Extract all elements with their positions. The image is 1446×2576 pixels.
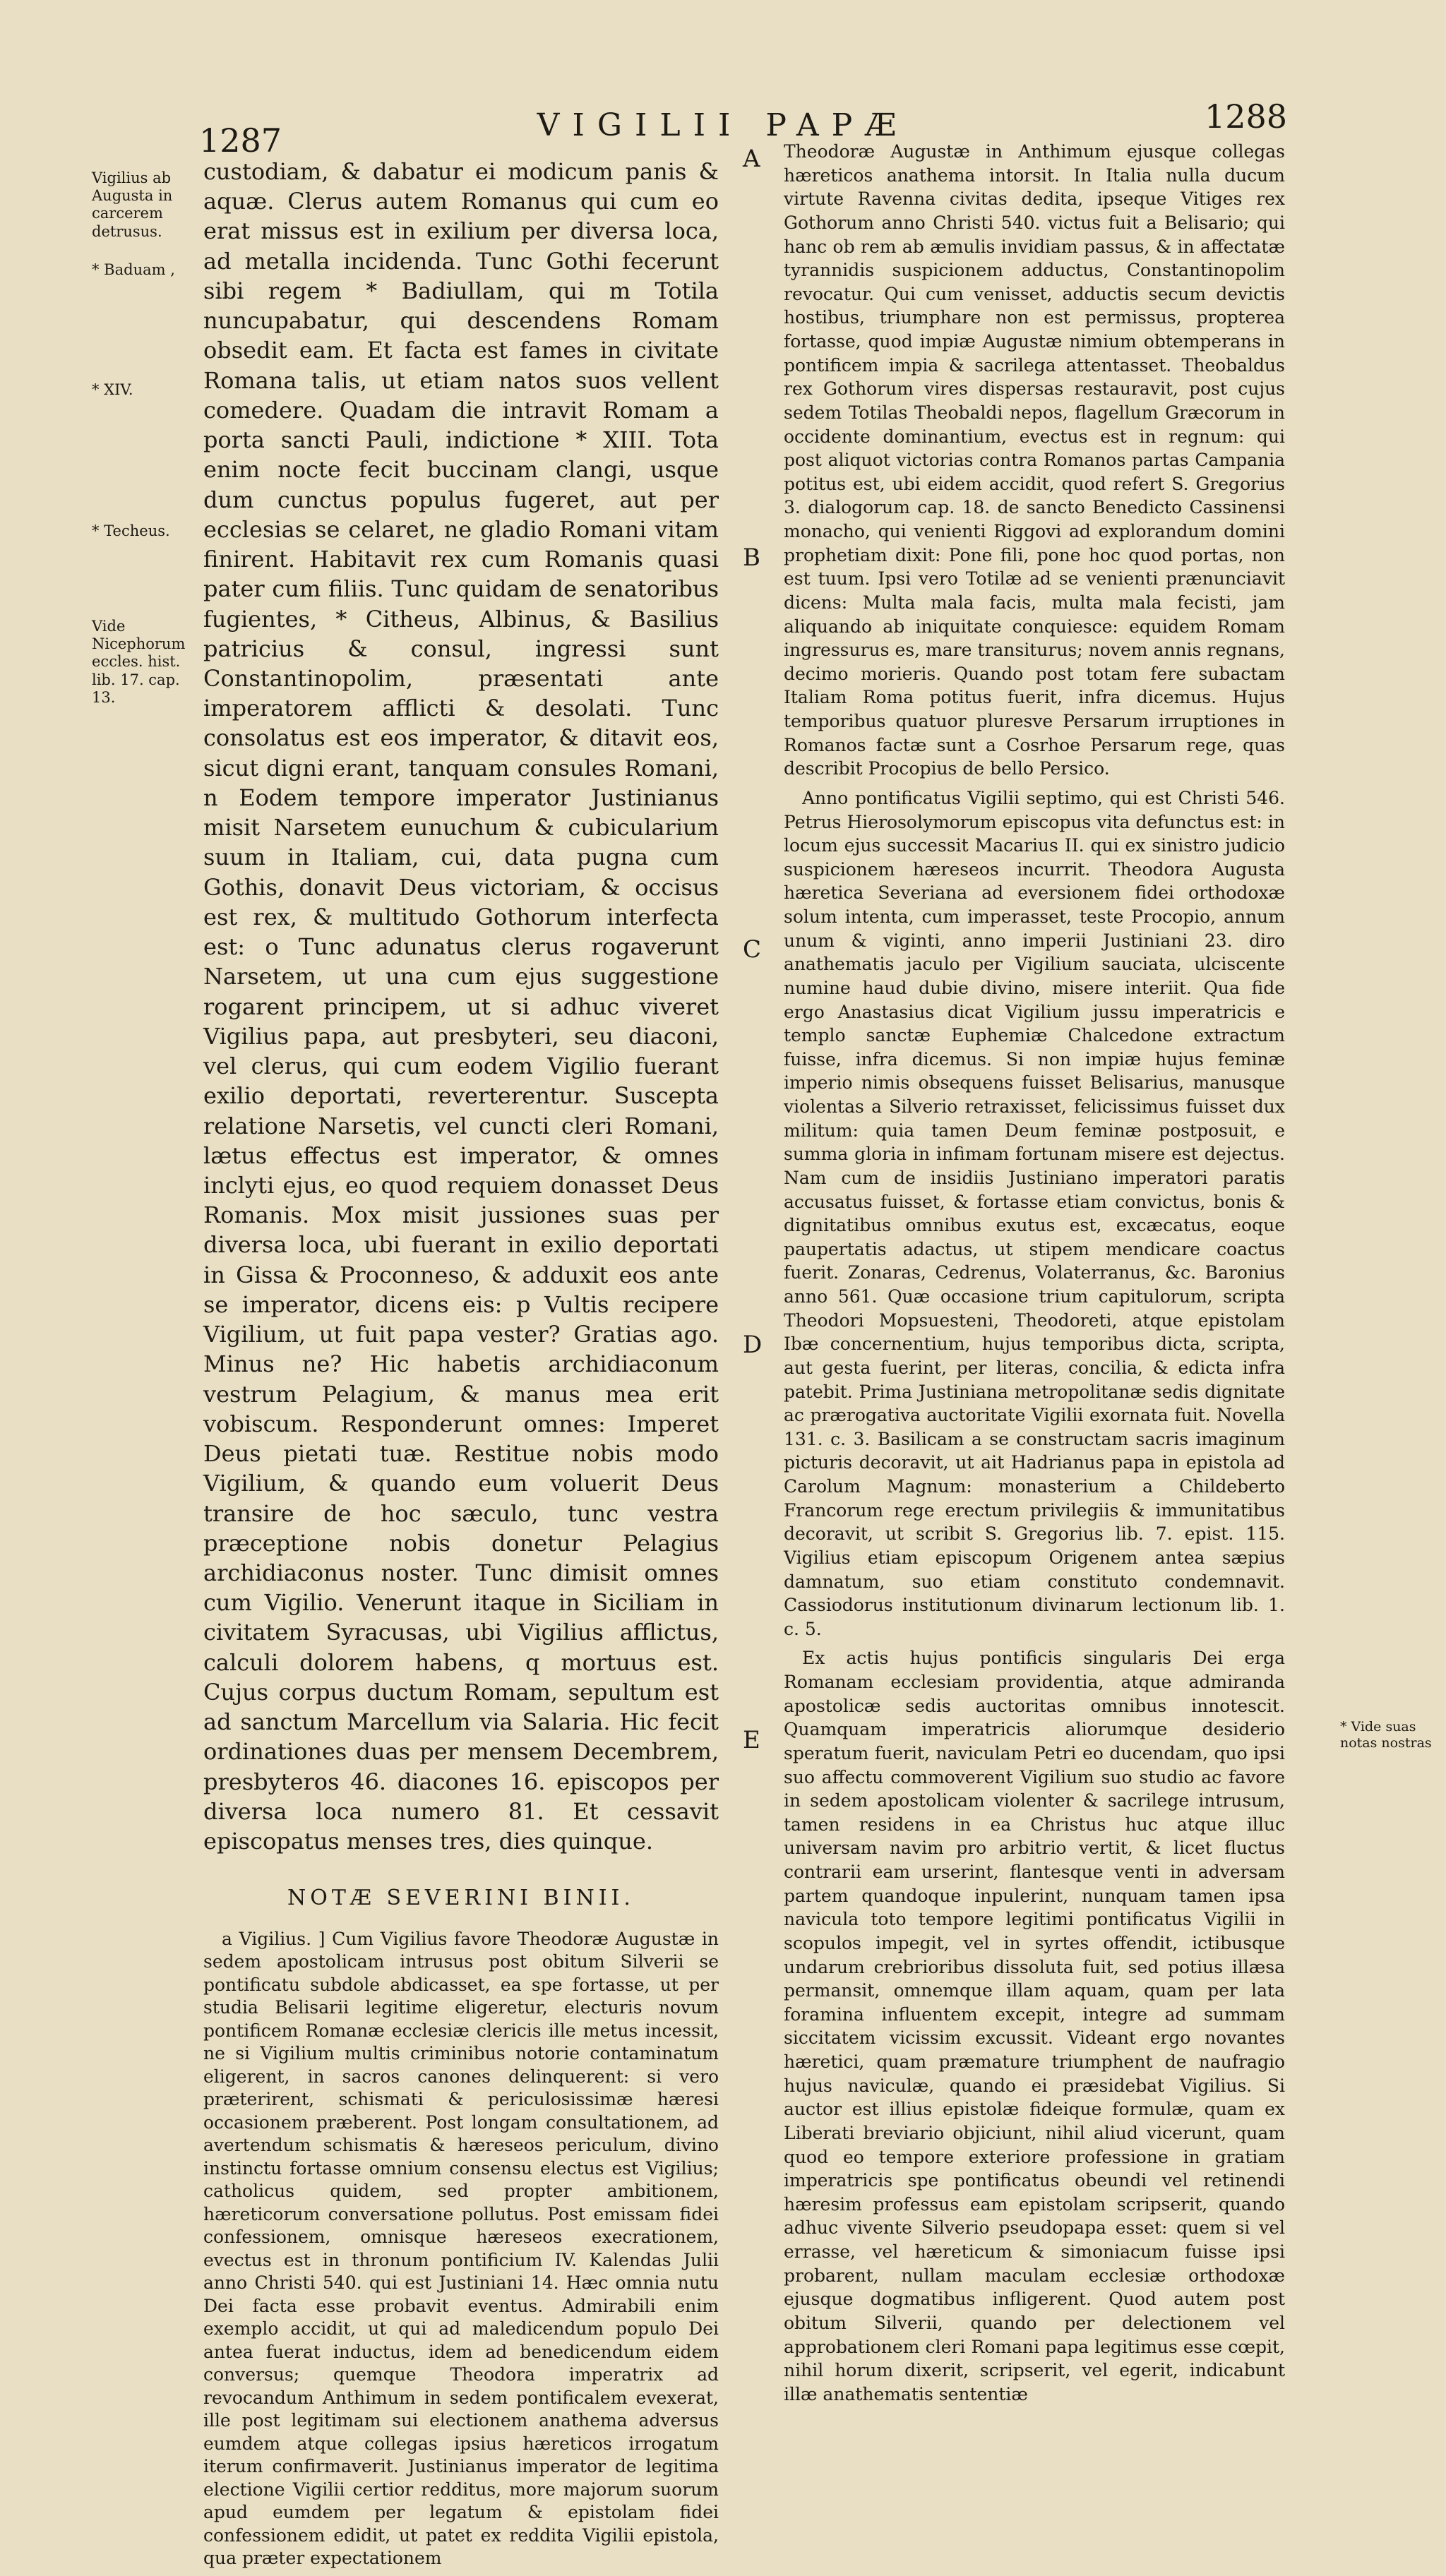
notes-paragraph: a Vigilius. ] Cum Vigilius favore Theodoræ Augustæ in sedem apostolicam intrusus post obitum Silverii se pontificatu subdole abdicasset, ea spe fortasse, ut per studia Belisarii legitime eligeretur, electuris novum pontificem Romanæ ecclesiæ clericis ille metus incessit, ne si Vigilium multis criminibus notorie contaminatum eligerent, in sacros canones delinquerent: si vero præterirent, schismati & periculosissimæ hæresi occasionem præberent. Post longam consultationem, ad avertendum schismatis & hæreseos periculum, divino instinctu fortasse omnium consensu electus est Vigilius; catholicus quidem, sed propter ambitionem, hæreticorum conversatione pollutus. Post emissam fidei confessionem, omnisque hæreseos execrationem, evectus est in thronum pontificium IV. Kalendas Julii anno Christi 540. qui est Justiniani 14. Hæc omnia nutu Dei facta esse probavit eventus. Admirabili enim exemplo accidit, ut qui ad maledicendum populo Dei antea fuerat inductus, idem ad benedicendum eidem conversus; quemque Theodora imperatrix ad revocandum Anthimum in sedem pontificalem evexerat, ille post legitimam sui electionem anathema adversus eumdem atque collegas ipsius hæreticos irrogatum iterum confirmaverit. Justinianus imperator de legitima electione Vigilii certior redditus, more majorum suorum apud eumdem per legatum & epistolam fidei confessionem edidit, ut patet ex reddita Vigilii epistola, qua præter expectationem: [203, 1928, 719, 2569]
section-letter: B: [743, 544, 760, 572]
right-column: [784, 140, 1285, 2412]
section-letter: D: [743, 1331, 763, 1359]
left-page-number: 1287: [199, 121, 282, 160]
margin-note: * XIV.: [92, 381, 133, 398]
left-column: [203, 157, 719, 2576]
margin-note: Vide Nicephorum eccles. hist. lib. 17. cap. 13.: [92, 618, 186, 706]
margin-note-right: * Vide suas notas nostras: [1340, 1719, 1432, 1751]
running-title: VIGILII PAPÆ: [537, 107, 909, 143]
body-paragraph: Theodoræ Augustæ in Anthimum ejusque collegas hæreticos anathema intorsit. In Italia nulla ducum virtute Ravenna civitas dedita, ipseque Vitiges rex Gothorum anno Christi 540. victus fuit a Belisario; qui hanc ob rem ab æmulis invidiam passus, & in affectatæ tyrannidis suspicionem adductus, Constantinopolim revocatur. Qui cum venisset, adductis secum devictis hostibus, triumphare non est permissus, propterea fortasse, quod impiæ Augustæ nimium obtemperans in pontificem impia & sacrilega attentasset. Theobaldus rex Gothorum vires dispersas restauravit, post cujus sedem Totilas Theobaldi nepos, flagellum Græcorum in occidente dominantium, evectus est in regnum: qui post aliquot victorias contra Romanos partas Campania potitus est, ubi eidem accidit, quod refert S. Gregorius 3. dialogorum cap. 18. de sancto Benedicto Cassinensi monacho, qui venienti Riggovi ad explorandum domini prophetiam dixit: Pone fili, pone hoc quod portas, non est tuum. Ipsi vero Totilæ ad se venienti prænunciavit dicens: Multa mala facis, multa mala fecisti, jam aliquando ab iniquitate conquiesce: equidem Romam ingressurus es, mare transiturus; novem annis regnans, decimo morieris. Quando post totam fere subactam Italiam Roma potitus fuerit, infra dicemus. Hujus temporibus quatuor pluresve Persarum irruptiones in Romanos factæ sunt a Cosrhoe Persarum rege, quas describit Procopius de bello Persico.: [784, 141, 1285, 779]
body-paragraph: Anno pontificatus Vigilii septimo, qui est Christi 546. Petrus Hierosolymorum episcopus vita defunctus est: in locum ejus successit Macarius II. qui ex sinistro judicio suspicionem hæreseos incurrit. Theodora Augusta hæretica Severiana ad eversionem fidei orthodoxæ solum intenta, cum imperasset, teste Procopio, annum unum & viginti, anno imperii Justiniani 23. diro anathematis jaculo per Vigilium sauciata, ulciscente numine haud dubie divino, misere interiit. Qua fide ergo Anastasius dicat Vigilium jussu imperatricis e templo sanctæ Euphemiæ Chalcedone extractum fuisse, infra dicemus. Si non impiæ hujus feminæ imperio nimis obsequens fuisset Belisarius, manusque violentas a Silverio retraxisset, felicissimus fuisset dux militum: quia tamen Deum feminæ postposuit, e summa gloria in infimam fortunam misere est dejectus. Nam cum de insidiis Justiniano imperatori paratis accusatus fuisset, & fortasse etiam convictus, bonis & dignitatibus omnibus exutus est, excæcatus, eoque paupertatis adactus, ut stipem mendicare coactus fuerit. Zonaras, Cedrenus, Volaterranus, &c. Baronius anno 561. Quæ occasione trium capitulorum, scripta Theodori Mopsuesteni, Theodoreti, atque epistolam Ibæ concernentium, hujus temporibus dicta, scripta, aut gesta fuerint, per literas, concilia, & edicta infra patebit. Prima Justiniana metropolitanæ sedis dignitate ac prærogativa auctoritate Vigilii exornata fuit. Novella 131. c. 3. Basilicam a se constructam sacris imaginum picturis decoravit, ut ait Hadrianus papa in epistola ad Carolum Magnum: monasterium a Childeberto Francorum rege erectum privilegiis & immunitatibus decoravit, ut scribit S. Gregorius lib. 7. epist. 115. Vigilius etiam episcopum Origenem antea sæpius damnatum, suo etiam constituto condemnavit. Cassiodorus institutionum divinarum lectionum lib. 1. c. 5.: [784, 787, 1285, 1639]
section-letter: A: [743, 145, 760, 173]
margin-note: Vigilius ab Augusta in carcerem detrusus.: [92, 169, 173, 240]
body-paragraph: custodiam, & dabatur ei modicum panis & aquæ. Clerus autem Romanus qui cum eo erat missus est in exilium per diversa loca, ad metalla incidenda. Tunc Gothi fecerunt sibi regem * Badiullam, qui m Totila nuncupabatur, qui descendens Romam obsedit eam. Et facta est fames in civitate Romana talis, ut etiam natos suos vellent comedere. Quadam die intravit Romam a porta sancti Pauli, indictione * XIII. Tota enim nocte fecit buccinam clangi, usque dum cunctus populus fugeret, aut per ecclesias se celaret, ne gladio Romani vitam finirent. Habitavit rex cum Romanis quasi pater cum filiis. Tunc quidam de senatoribus fugientes, * Citheus, Albinus, & Basilius patricius & consul, ingressi sunt Constantinopolim, præsentati ante imperatorem afflicti & desolati. Tunc consolatus est eos imperator, & ditavit eos, sicut digni erant, tanquam consules Romani, n Eodem tempore imperator Justinianus misit Narsetem eunuchum & cubicularium suum in Italiam, cui, data pugna cum Gothis, donavit Deus victoriam, & occisus est rex, & multitudo Gothorum interfecta est: o Tunc adunatus clerus rogaverunt Narsetem, ut una cum ejus suggestione rogarent principem, ut si adhuc viveret Vigilius papa, aut presbyteri, seu diaconi, vel clerus, qui cum eodem Vigilio fuerant exilio deportati, reverterentur. Suscepta relatione Narsetis, vel cuncti cleri Romani, lætus effectus est imperator, & omnes inclyti ejus, eo quod requiem donasset Deus Romanis. Mox misit jussiones suas per diversa loca, ubi fuerant in exilio deportati in Gissa & Proconneso, & adduxit eos ante se imperator, dicens eis: p Vultis recipere Vigilium, ut fuit papa vester? Gratias ago. Minus ne? Hic habetis archidiaconum vestrum Pelagium, & manus mea erit vobiscum. Responderunt omnes: Imperet Deus pietati tuæ. Restitue nobis modo Vigilium, & quando eum voluerit Deus transire de hoc sæculo, tunc vestra præceptione nobis donetur Pelagius archidiaconus noster. Tunc dimisit omnes cum Vigilio. Venerunt itaque in Siciliam in civitatem Syracusas, ubi Vigilius afflictus, calculi dolorem habens, q mortuus est. Cujus corpus ductum Romam, sepultum est ad sanctum Marcellum via Salaria. Hic fecit ordinationes duas per mensem Decembrem, presbyteros 46. diacones 16. episcopos per diversa loca numero 81. Et cessavit episcopatus menses tres, dies quinque.: [203, 158, 719, 1855]
section-letter: C: [743, 935, 762, 964]
margin-note: * Baduam ,: [92, 261, 175, 278]
right-page-number: 1288: [1205, 97, 1288, 136]
body-paragraph: Ex actis hujus pontificis singularis Dei erga Romanam ecclesiam providentia, atque admiranda apostolicæ sedis auctoritas omnibus innotescit. Quamquam imperatricis aliorumque desiderio speratum fuerit, naviculam Petri eo ducendam, quo ipsi suo affectu commoverent Vigilium suo studio ac favore in sedem apostolicam violenter & sacrilege intrusum, tamen residens in ea Christus huc atque illuc universam navim pro arbitrio vertit, & licet fluctus contrarii eam urserint, flantesque venti in adversam partem quandoque inpulerint, nunquam tamen ipsa navicula toto tempore legitimi pontificatus Vigilii in scopulos impegit, vel in syrtes offendit, ictibusque undarum crebrioribus dissoluta fuit, sed potius illæsa permansit, omnemque illam aquam, quam per lata foramina influentem excepit, integre ad summam siccitatem vicissim excussit. Videant ergo novantes hæretici, quam præmature triumphent de naufragio hujus naviculæ, quando ei præsidebat Vigilius. Si auctor est illius epistolæ fideique formulæ, quam ex Liberati breviario objiciunt, nihil aliud vicerunt, quam quod eo tempore exteriore professione in gratiam imperatricis spe pontificatus obeundi vel retinendi hæresim professus eam epistolam scripserit, quando adhuc vivente Silverio pseudopapa esset: quem si vel errasse, vel hæreticum & simoniacum fuisse ipsi probarent, nullam maculam ecclesiæ orthodoxæ ejusque dogmatibus infligerent. Quod autem post obitum Silverii, quando per delectionem vel approbationem cleri Romani papa legitimus esse cœpit, nihil horum dixerit, scripserit, vel egerit, indicabunt illæ anathematis sententiæ: [784, 1648, 1285, 2404]
section-letter: E: [743, 1726, 760, 1754]
margin-note: * Techeus.: [92, 522, 170, 539]
notes-heading: NOTÆ SEVERINI BINII.: [287, 1886, 635, 1911]
